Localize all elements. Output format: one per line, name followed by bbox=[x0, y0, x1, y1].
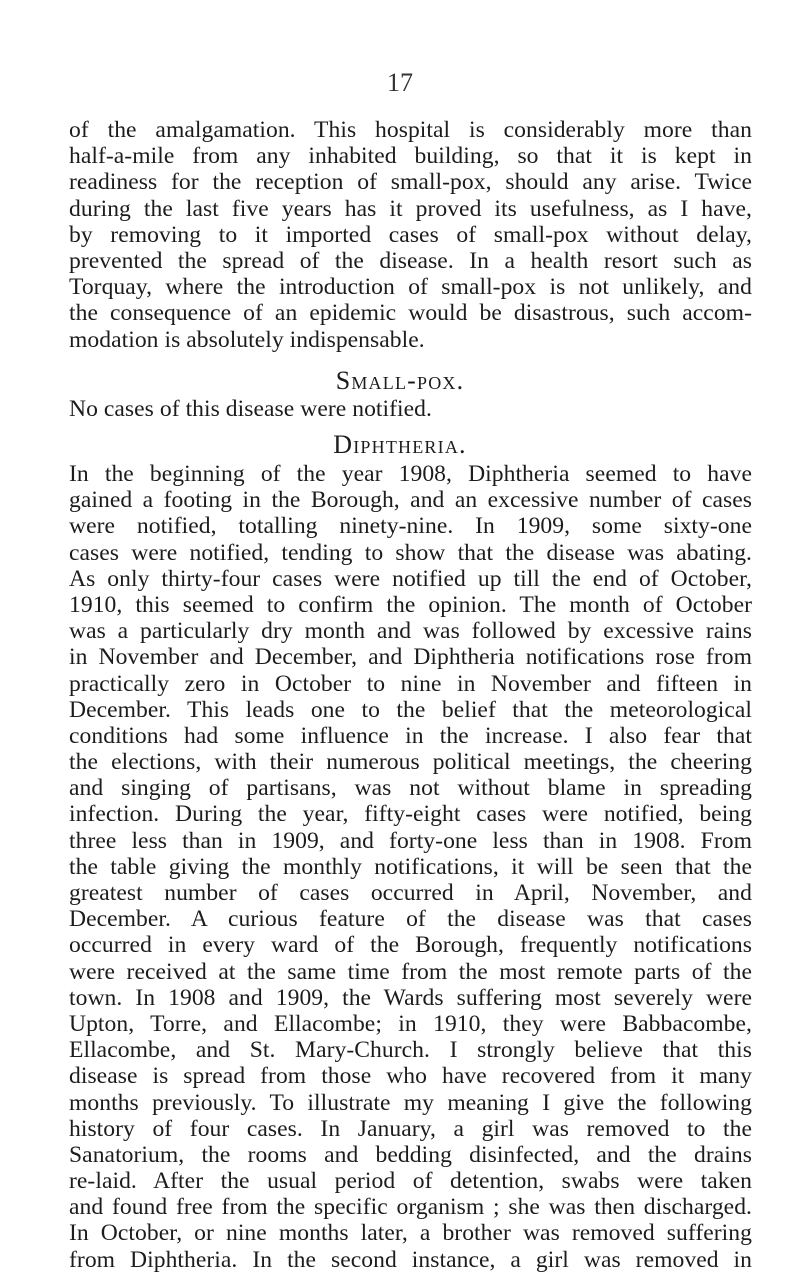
text-line: conditions had some influence in the increase. I also fear that bbox=[69, 722, 752, 749]
text-line: In the beginning of the year 1908, Diphtheria seemed to have bbox=[69, 461, 752, 487]
text-line: were received at the same time from the most remote parts of the bbox=[69, 958, 752, 985]
text-line: was a particularly dry month and was followed by excessive rains bbox=[69, 618, 752, 645]
text-line: In October, or nine months later, a brother was removed suffering bbox=[69, 1220, 752, 1247]
text-line: town. In 1908 and 1909, the Wards suffering most severely were bbox=[69, 984, 752, 1011]
text-line: from Diphtheria. In the second instance, a girl was removed in bbox=[69, 1246, 752, 1273]
text-line: Upton, Torre, and Ellacombe; in 1910, they were Babbacombe, bbox=[69, 1010, 752, 1037]
text-line: half-a-mile from any inhabited building, so that it is kept in bbox=[69, 143, 752, 170]
text-line: modation is absolutely indispensable. bbox=[69, 326, 425, 353]
text-line: cases were notified, tending to show that the disease was abating. bbox=[69, 539, 752, 566]
page-number: 17 bbox=[387, 68, 413, 97]
text-line: the consequence of an epidemic would be disastrous, such accom- bbox=[69, 300, 752, 327]
text-line: greatest number of cases occurred in April, November, and bbox=[69, 880, 752, 906]
text-line: 1910, this seemed to confirm the opinion. The month of October bbox=[69, 591, 752, 618]
text-line: practically zero in October to nine in November and fifteen in bbox=[69, 670, 752, 697]
text-line: gained a footing in the Borough, and an excessive number of cases bbox=[69, 487, 752, 514]
text-line: months previously. To illustrate my meaning I give the following bbox=[69, 1089, 752, 1116]
text-line: No cases of this disease were notified. bbox=[69, 396, 432, 422]
text-line: in November and December, and Diphtheria notifications rose from bbox=[69, 644, 752, 671]
text-line: the table giving the monthly notifications, it will be seen that the bbox=[69, 853, 752, 880]
diphtheria-paragraph bbox=[69, 461, 752, 1273]
text-line: the elections, with their numerous political meetings, the cheering bbox=[69, 749, 752, 776]
text-line: Sanatorium, the rooms and bedding disinfected, and the drains bbox=[69, 1141, 752, 1168]
text-line: disease is spread from those who have recovered from it many bbox=[69, 1063, 752, 1090]
text-line: Ellacombe, and St. Mary-Church. I strongly believe that this bbox=[69, 1037, 752, 1064]
text-line: readiness for the reception of small-pox, should any arise. Twice bbox=[69, 169, 752, 196]
text-line: occurred in every ward of the Borough, frequently notifications bbox=[69, 932, 752, 959]
intro-paragraph bbox=[69, 117, 752, 353]
text-line: infection. During the year, fifty-eight cases were notified, being bbox=[69, 801, 752, 828]
text-line: prevented the spread of the disease. In a health resort such as bbox=[69, 247, 752, 274]
text-line: re-laid. After the usual period of detention, swabs were taken bbox=[69, 1168, 752, 1195]
text-line: and singing of partisans, was not without blame in spreading bbox=[69, 775, 752, 802]
text-line: by removing to it imported cases of small-pox without delay, bbox=[69, 221, 752, 248]
smallpox-heading: Small-pox. bbox=[335, 366, 465, 395]
text-line: As only thirty-four cases were notified up till the end of October, bbox=[69, 565, 752, 592]
text-line: and found free from the specific organism ; she was then discharged. bbox=[69, 1194, 752, 1221]
text-line: of the amalgamation. This hospital is considerably more than bbox=[69, 117, 752, 143]
diphtheria-heading: Diphtheria. bbox=[333, 430, 467, 459]
text-line: were notified, totalling ninety-nine. In 1909, some sixty-one bbox=[69, 513, 752, 540]
text-line: history of four cases. In January, a girl was removed to the bbox=[69, 1115, 752, 1142]
text-line: three less than in 1909, and forty-one less than in 1908. From bbox=[69, 827, 752, 854]
smallpox-paragraph bbox=[69, 396, 752, 422]
text-line: December. This leads one to the belief that the meteorological bbox=[69, 696, 752, 723]
text-line: during the last five years has it proved its usefulness, as I have, bbox=[69, 195, 752, 222]
text-line: Torquay, where the introduction of small-pox is not unlikely, and bbox=[69, 274, 752, 301]
text-line: December. A curious feature of the disease was that cases bbox=[69, 906, 752, 933]
